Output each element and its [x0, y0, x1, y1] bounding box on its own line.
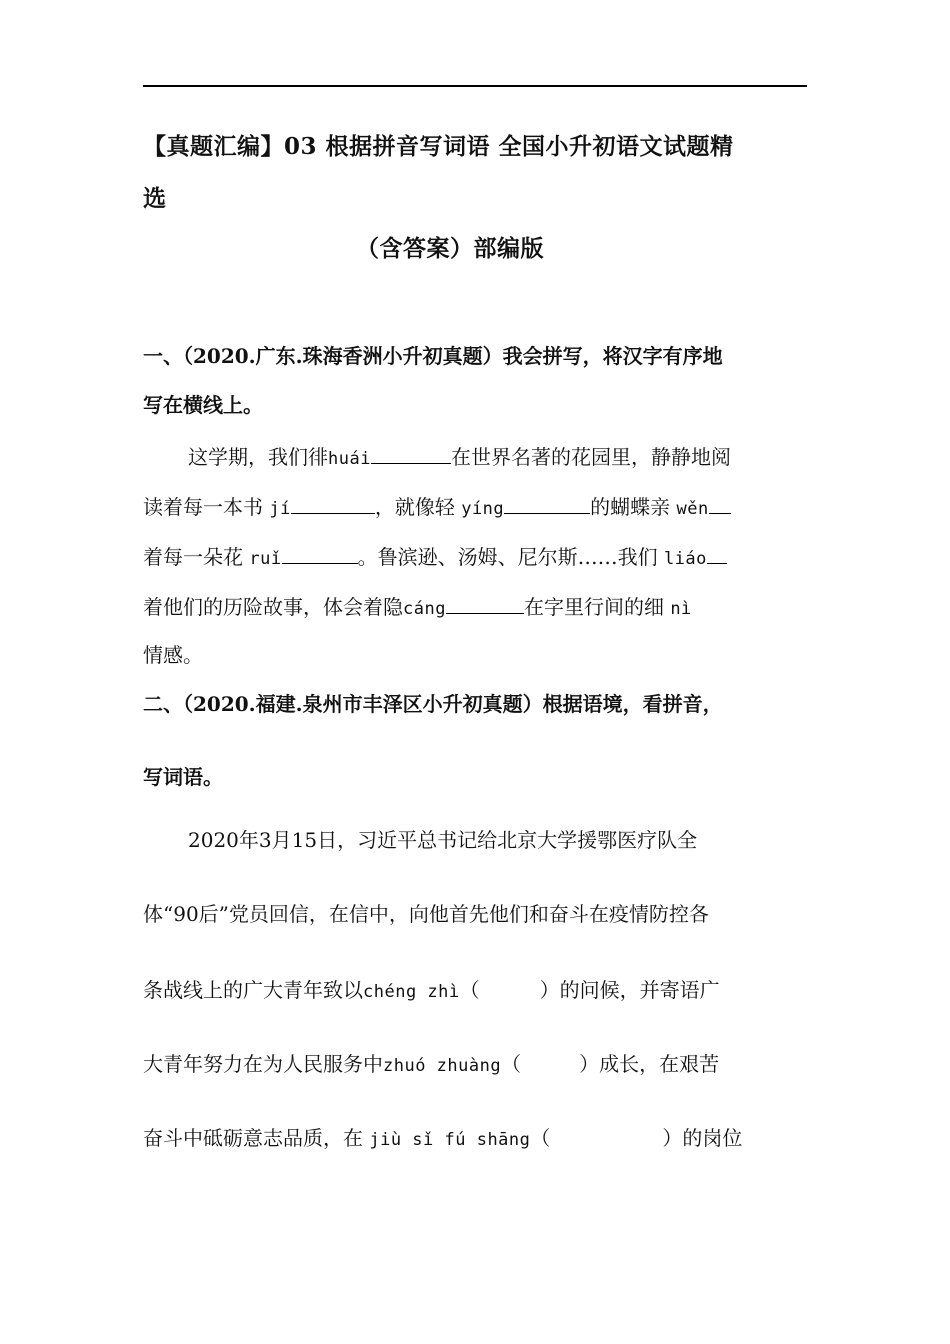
pinyin: nì [670, 599, 692, 619]
pinyin: zhuó zhuàng [383, 1056, 502, 1076]
pinyin: jí [269, 499, 291, 519]
q2-para-line-3 [143, 980, 720, 1001]
q1-line-3 [143, 545, 727, 568]
text: 条战线上的广大青年致以 [143, 978, 363, 1002]
answer-blank[interactable] [707, 545, 727, 564]
answer-blank[interactable] [504, 495, 590, 514]
text: 的蝴蝶亲 [590, 495, 671, 519]
q2-para-line-1: 2020年3月15日，习近平总书记给北京大学援鄂医疗队全 [188, 828, 698, 852]
q1-line-2 [143, 495, 731, 518]
open-paren: （ [530, 1126, 551, 1150]
text: 着他们的历险故事，体会着隐 [143, 595, 403, 619]
text: 这学期，我们徘 [188, 445, 328, 469]
answer-blank[interactable] [709, 495, 731, 514]
text: ）的问候，并寄语广 [539, 978, 720, 1002]
text: 读着每一本书 [143, 495, 263, 519]
pinyin: huái [328, 449, 371, 469]
pinyin: wěn [676, 499, 709, 519]
pinyin: chéng zhì [363, 982, 460, 1002]
text: ）成长，在艰苦 [579, 1052, 720, 1076]
answer-blank[interactable] [371, 445, 451, 464]
q2-para-line-4 [143, 1054, 719, 1075]
q2-heading-cont: 写词语。 [143, 765, 223, 789]
text: 大青年努力在为人民服务中 [143, 1052, 383, 1076]
q2-para-line-5 [143, 1128, 742, 1149]
pinyin: ruǐ [249, 549, 282, 569]
title-line-2: 选 [143, 185, 167, 212]
q2-para-line-2: 体“90后”党员回信，在信中，向他首先他们和奋斗在疫情防控各 [143, 902, 709, 926]
answer-blank[interactable] [291, 495, 375, 514]
q1-heading: 一、（2020.广东.珠海香洲小升初真题）我会拼写，将汉字有序地 [143, 344, 723, 368]
header-rule [143, 85, 807, 87]
text: 奋斗中砥砺意志品质，在 [143, 1126, 363, 1150]
open-paren: （ [501, 1052, 522, 1076]
pinyin: cáng [403, 599, 446, 619]
pinyin: liáo [663, 549, 707, 569]
answer-blank[interactable] [446, 595, 524, 614]
title-line-3: （含答案）部编版 [356, 235, 544, 262]
text: 着每一朵花 [143, 545, 243, 569]
pinyin: yíng [461, 499, 505, 519]
pinyin: jiù sǐ fú shāng [369, 1130, 531, 1150]
text: 在字里行间的细 [523, 595, 664, 619]
open-paren: （ [459, 978, 480, 1002]
text: 在世界名著的花园里，静静地阅 [450, 445, 731, 469]
answer-blank[interactable] [282, 545, 358, 564]
q1-line-4 [143, 595, 692, 618]
title-line-1: 【真题汇编】03 根据拼音写词语 全国小升初语文试题精 [143, 133, 734, 160]
q1-line-1 [188, 445, 731, 468]
text: 。鲁滨逊、汤姆、尼尔斯……我们 [357, 545, 658, 569]
q2-heading: 二、（2020.福建.泉州市丰泽区小升初真题）根据语境，看拼音， [143, 692, 723, 716]
text: ，就像轻 [374, 495, 455, 519]
q1-line-5: 情感。 [143, 643, 203, 667]
q1-heading-cont: 写在横线上。 [143, 393, 263, 417]
text: ）的岗位 [662, 1126, 743, 1150]
